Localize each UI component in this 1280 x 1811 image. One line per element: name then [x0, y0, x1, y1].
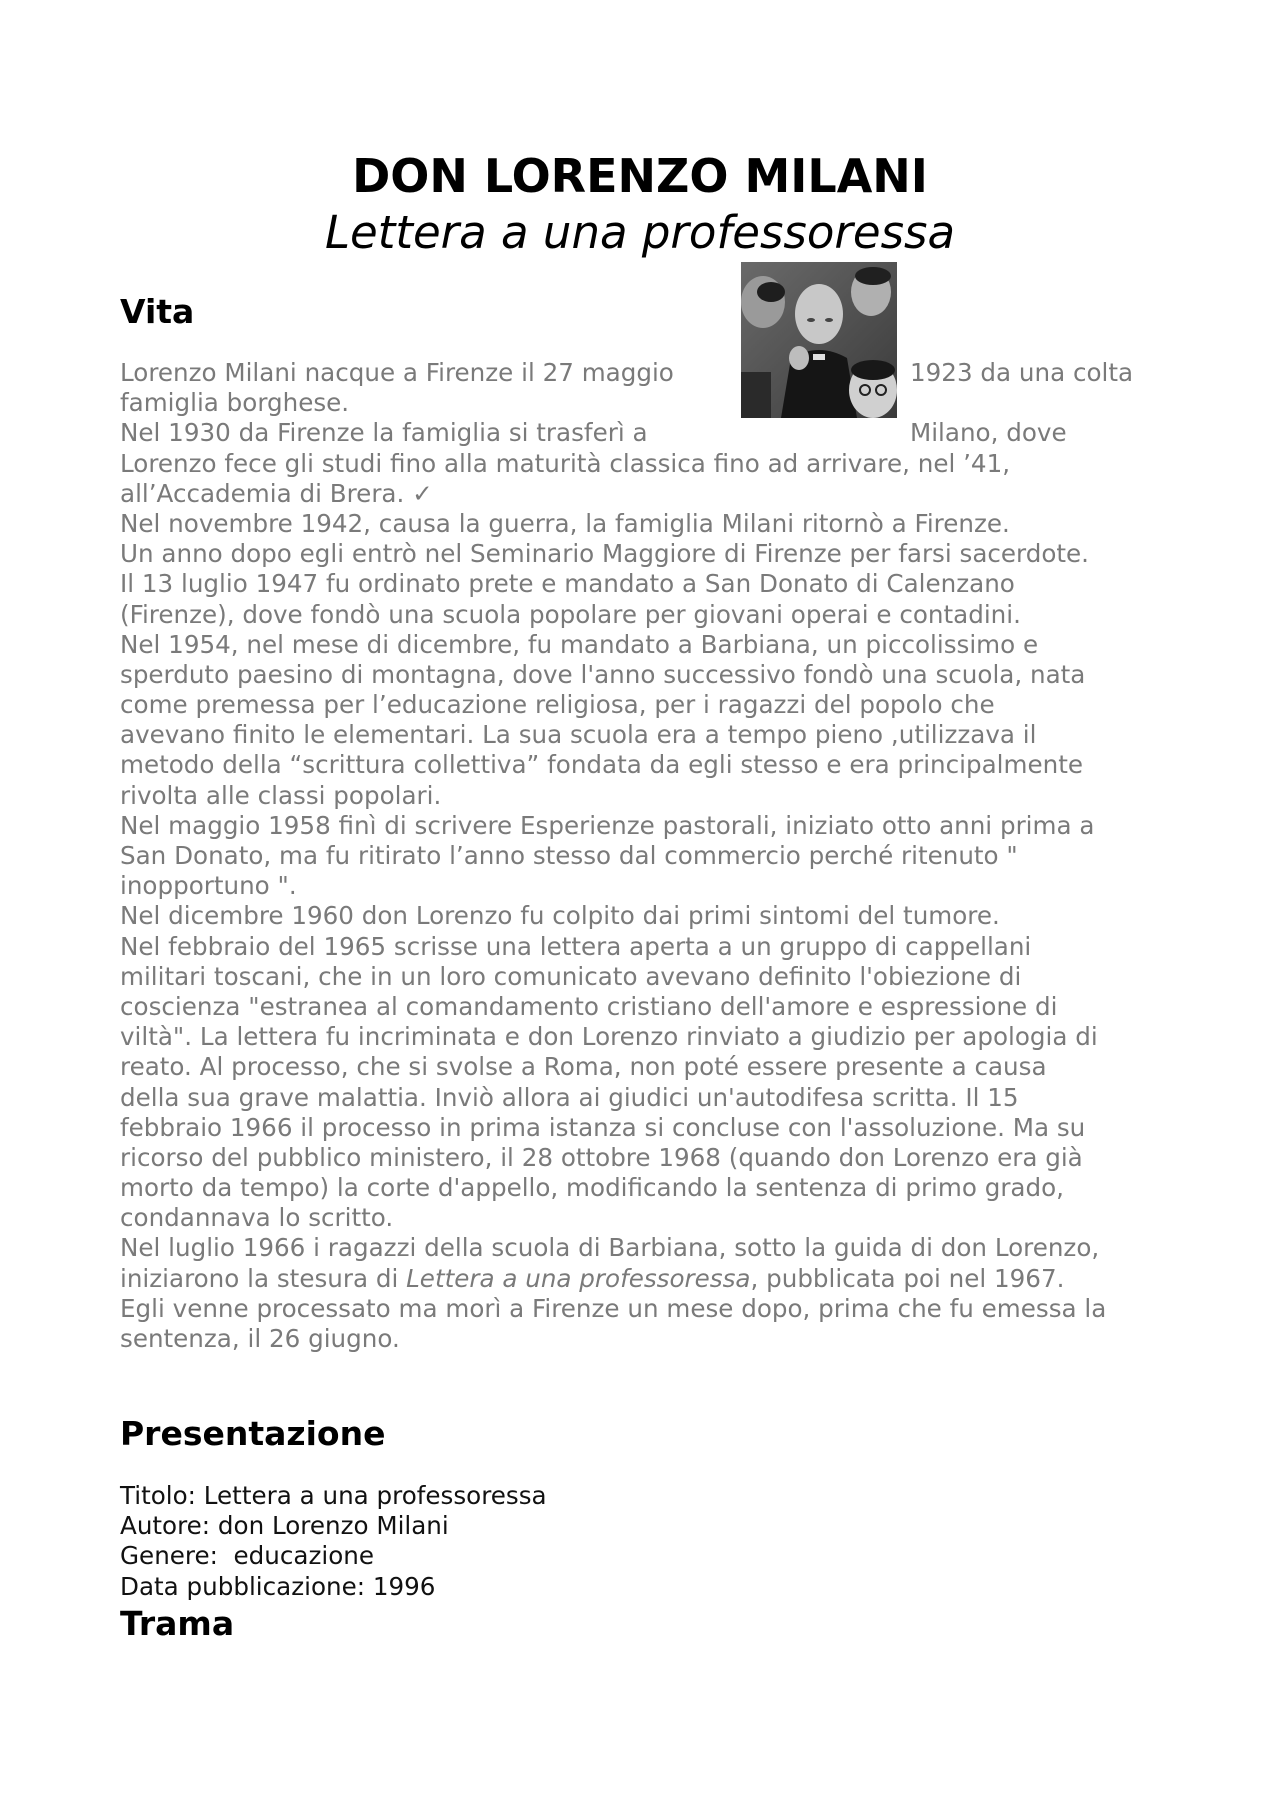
vita-line: [120, 1113, 1170, 1143]
vita-line-text: Nel luglio 1966 i ragazzi della scuola di Barbiana, sotto la guida di don Lorenzo,: [120, 1233, 1100, 1263]
vita-line: [120, 1083, 1170, 1113]
vita-line-text: come premessa per l’educazione religiosa, per i ragazzi del popolo che: [120, 690, 995, 720]
vita-line: [120, 418, 1170, 448]
vita-line-text: rivolta alle classi popolari.: [120, 780, 442, 810]
vita-line-text: metodo della “scrittura collettiva” fondata da egli stesso e era principalmente: [120, 750, 1083, 780]
vita-line: [120, 539, 1170, 569]
vita-line-text: Lorenzo fece gli studi fino alla maturità classica fino ad arrivare, nel ’41,: [120, 448, 1011, 478]
vita-line-text: , pubblicata poi nel 1967.: [750, 1263, 1065, 1293]
vita-line: [120, 1324, 1170, 1354]
book-title-italic: Lettera a una professoressa: [406, 1263, 751, 1293]
vita-line: [120, 1233, 1170, 1263]
vita-line-text: condannava lo scritto.: [120, 1203, 394, 1233]
vita-line-text: Milano, dove: [910, 418, 1067, 448]
vita-line-text: Nel dicembre 1960 don Lorenzo fu colpito dai primi sintomi del tumore.: [120, 901, 1000, 931]
vita-line: [120, 479, 1170, 509]
vita-line-text: 1923 da una colta: [910, 358, 1134, 387]
vita-line-text: Nel maggio 1958 finì di scrivere Esperienze pastorali, iniziato otto anni prima a: [120, 810, 1095, 840]
vita-line: [120, 720, 1170, 750]
vita-line: [120, 449, 1170, 479]
presentazione-list: [120, 1481, 547, 1602]
vita-line-text: sperduto paesino di montagna, dove l'anno successivo fondò una scuola, nata: [120, 659, 1086, 689]
presentazione-item: Autore: don Lorenzo Milani: [120, 1511, 449, 1541]
vita-line: [120, 690, 1170, 720]
vita-line-text: viltà". La lettera fu incriminata e don Lorenzo rinviato a giudizio per apologia di: [120, 1022, 1098, 1052]
vita-line-text: ricorso del pubblico ministero, il 28 ottobre 1968 (quando don Lorenzo era già: [120, 1142, 1083, 1172]
presentazione-item: Titolo: Lettera a una professoressa: [120, 1481, 547, 1510]
vita-line-text: coscienza "estranea al comandamento cristiano dell'amore e espressione di: [120, 991, 1058, 1021]
vita-line-text: Nel febbraio del 1965 scrisse una lettera aperta a un gruppo di cappellani: [120, 931, 1032, 961]
vita-line-text: Un anno dopo egli entrò nel Seminario Maggiore di Firenze per farsi sacerdote.: [120, 539, 1089, 569]
vita-line-text: Egli venne processato ma morì a Firenze un mese dopo, prima che fu emessa la: [120, 1293, 1107, 1323]
heading-presentazione: Presentazione: [120, 1414, 386, 1453]
vita-line: [120, 901, 1170, 931]
vita-line-text: San Donato, ma fu ritirato l’anno stesso dal commercio perché ritenuto ": [120, 841, 1018, 870]
vita-line-text: inopportuno ".: [120, 871, 297, 901]
vita-line-text: avevano finito le elementari. La sua scuola era a tempo pieno ,utilizzava il: [120, 720, 1037, 750]
heading-trama: Trama: [120, 1604, 235, 1643]
vita-line-text: famiglia borghese.: [120, 388, 350, 418]
vita-line: [120, 388, 1170, 418]
vita-line-text: Nel novembre 1942, causa la guerra, la famiglia Milani ritornò a Firenze.: [120, 508, 1010, 538]
vita-line: [120, 1294, 1170, 1324]
heading-vita: Vita: [120, 292, 195, 331]
vita-line-text: reato. Al processo, che si svolse a Roma, non poté essere presente a causa: [120, 1052, 1047, 1082]
presentazione-item: Genere: educazione: [120, 1541, 374, 1571]
vita-line-text: morto da tempo) la corte d'appello, modificando la sentenza di primo grado,: [120, 1173, 1064, 1203]
vita-line-text: Il 13 luglio 1947 fu ordinato prete e mandato a San Donato di Calenzano: [120, 569, 1015, 599]
vita-line: [120, 358, 1170, 388]
vita-line-text: Lorenzo Milani nacque a Firenze il 27 maggio: [120, 358, 674, 387]
vita-line: [120, 871, 1170, 901]
vita-line-text: sentenza, il 26 giugno.: [120, 1324, 400, 1353]
vita-line-text: (Firenze), dove fondò una scuola popolare per giovani operai e contadini.: [120, 599, 1021, 629]
vita-line-text: Nel 1930 da Firenze la famiglia si trasferì a: [120, 418, 648, 448]
vita-line: [120, 750, 1170, 780]
presentazione-item: Data pubblicazione: 1996: [120, 1571, 436, 1601]
vita-line: [120, 509, 1170, 539]
vita-line-text: febbraio 1966 il processo in prima istanza si concluse con l'assoluzione. Ma su: [120, 1112, 1086, 1142]
vita-line-text: della sua grave malattia. Inviò allora ai giudici un'autodifesa scritta. Il 15: [120, 1082, 1019, 1112]
vita-line-text: Nel 1954, nel mese di dicembre, fu mandato a Barbiana, un piccolissimo e: [120, 629, 1039, 659]
document-title: DON LORENZO MILANI: [352, 149, 928, 203]
vita-line: [120, 569, 1170, 599]
vita-line: [120, 660, 1170, 690]
vita-line-text: militari toscani, che in un loro comunicato avevano definito l'obiezione di: [120, 961, 1022, 991]
vita-line: [120, 1264, 1170, 1294]
vita-line-text: all’Accademia di Brera. ✓: [120, 478, 433, 508]
vita-line: [120, 600, 1170, 630]
vita-line: [120, 1143, 1170, 1173]
vita-line: [120, 1052, 1170, 1082]
vita-text: [120, 358, 1170, 1354]
vita-line: [120, 841, 1170, 871]
vita-line: [120, 630, 1170, 660]
vita-line: [120, 1022, 1170, 1052]
vita-line: [120, 811, 1170, 841]
vita-line: [120, 992, 1170, 1022]
vita-line: [120, 781, 1170, 811]
vita-line: [120, 1173, 1170, 1203]
vita-line: [120, 1203, 1170, 1233]
document-subtitle: Lettera a una professoressa: [324, 206, 956, 259]
vita-line: [120, 962, 1170, 992]
vita-line: [120, 932, 1170, 962]
vita-line-text: iniziarono la stesura di: [120, 1263, 407, 1293]
